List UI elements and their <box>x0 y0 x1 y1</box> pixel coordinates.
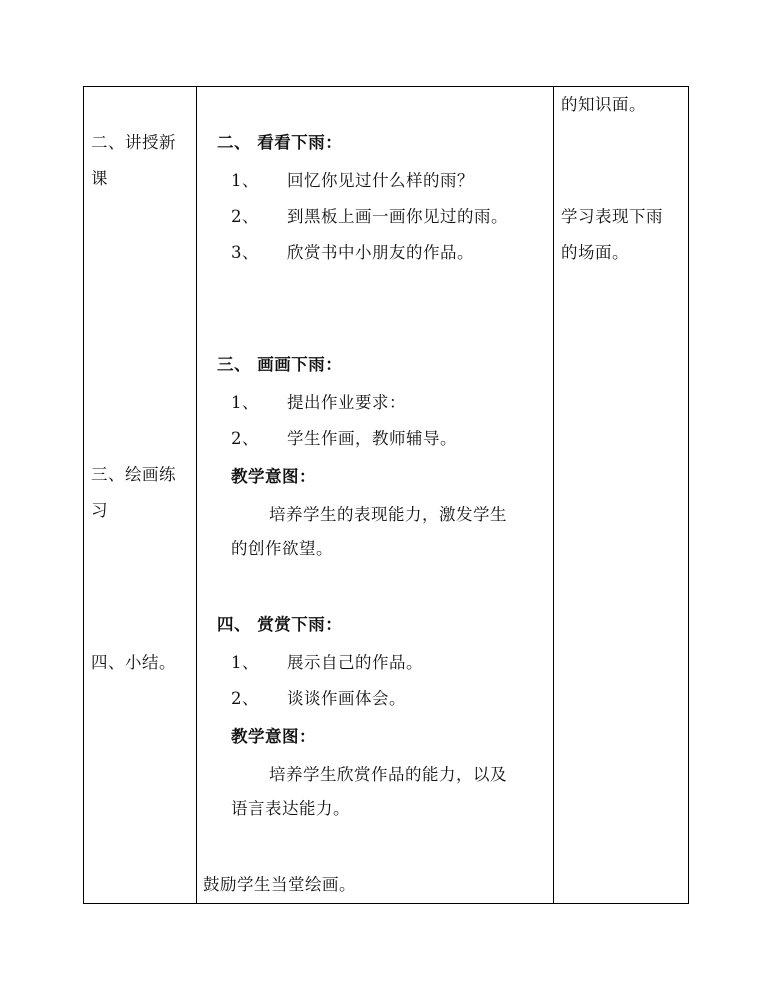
section4-intent-line1: 培养学生欣赏作品的能力，以及 <box>269 765 507 784</box>
item-text: 回忆你见过什么样的雨？ <box>287 171 474 190</box>
section3-intent-label: 教学意图： <box>231 467 316 486</box>
section4-heading: 四、 赏赏下雨： <box>217 615 343 634</box>
section4-intent-line2: 语言表达能力。 <box>231 799 350 818</box>
list-item <box>231 243 474 263</box>
section4-intent-label: 教学意图： <box>231 727 316 746</box>
section3-stage-line2: 习 <box>91 501 108 520</box>
note-rain-line2: 的场面。 <box>561 243 629 262</box>
section3-intent-line2: 的创作欲望。 <box>231 539 333 558</box>
table-row <box>84 87 689 904</box>
item-text: 展示自己的作品。 <box>287 653 423 672</box>
item-number: 2、 <box>231 689 259 708</box>
list-item <box>231 207 508 227</box>
lesson-plan-table <box>83 86 689 904</box>
list-item <box>231 171 474 191</box>
stage-column <box>84 87 197 904</box>
list-item <box>231 429 457 449</box>
note-knowledge: 的知识面。 <box>561 95 646 114</box>
list-item <box>231 653 423 673</box>
closing-note: 鼓励学生当堂绘画。 <box>203 875 356 894</box>
section3-intent-line1: 培养学生的表现能力，激发学生 <box>269 505 507 524</box>
item-number: 2、 <box>231 207 259 226</box>
item-text: 谈谈作画体会。 <box>287 689 406 708</box>
note-rain-line1: 学习表现下雨 <box>561 207 663 226</box>
section4-stage-line1: 四、小结。 <box>91 653 176 672</box>
section3-stage-line1: 三、绘画练 <box>91 465 176 484</box>
item-text: 学生作画，教师辅导。 <box>287 429 457 448</box>
item-text: 提出作业要求： <box>287 393 406 412</box>
section2-heading: 二、 看看下雨： <box>217 133 343 152</box>
item-number: 1、 <box>231 653 259 672</box>
section2-stage-line2: 课 <box>91 169 108 188</box>
section3-heading: 三、 画画下雨： <box>217 355 343 374</box>
list-item <box>231 689 406 709</box>
item-number: 3、 <box>231 243 259 262</box>
item-number: 1、 <box>231 393 259 412</box>
activity-column <box>197 87 554 904</box>
notes-column <box>554 87 689 904</box>
item-text: 欣赏书中小朋友的作品。 <box>287 243 474 262</box>
item-number: 1、 <box>231 171 259 190</box>
section2-stage-line1: 二、讲授新 <box>91 133 176 152</box>
item-number: 2、 <box>231 429 259 448</box>
list-item <box>231 393 406 413</box>
item-text: 到黑板上画一画你见过的雨。 <box>287 207 508 226</box>
